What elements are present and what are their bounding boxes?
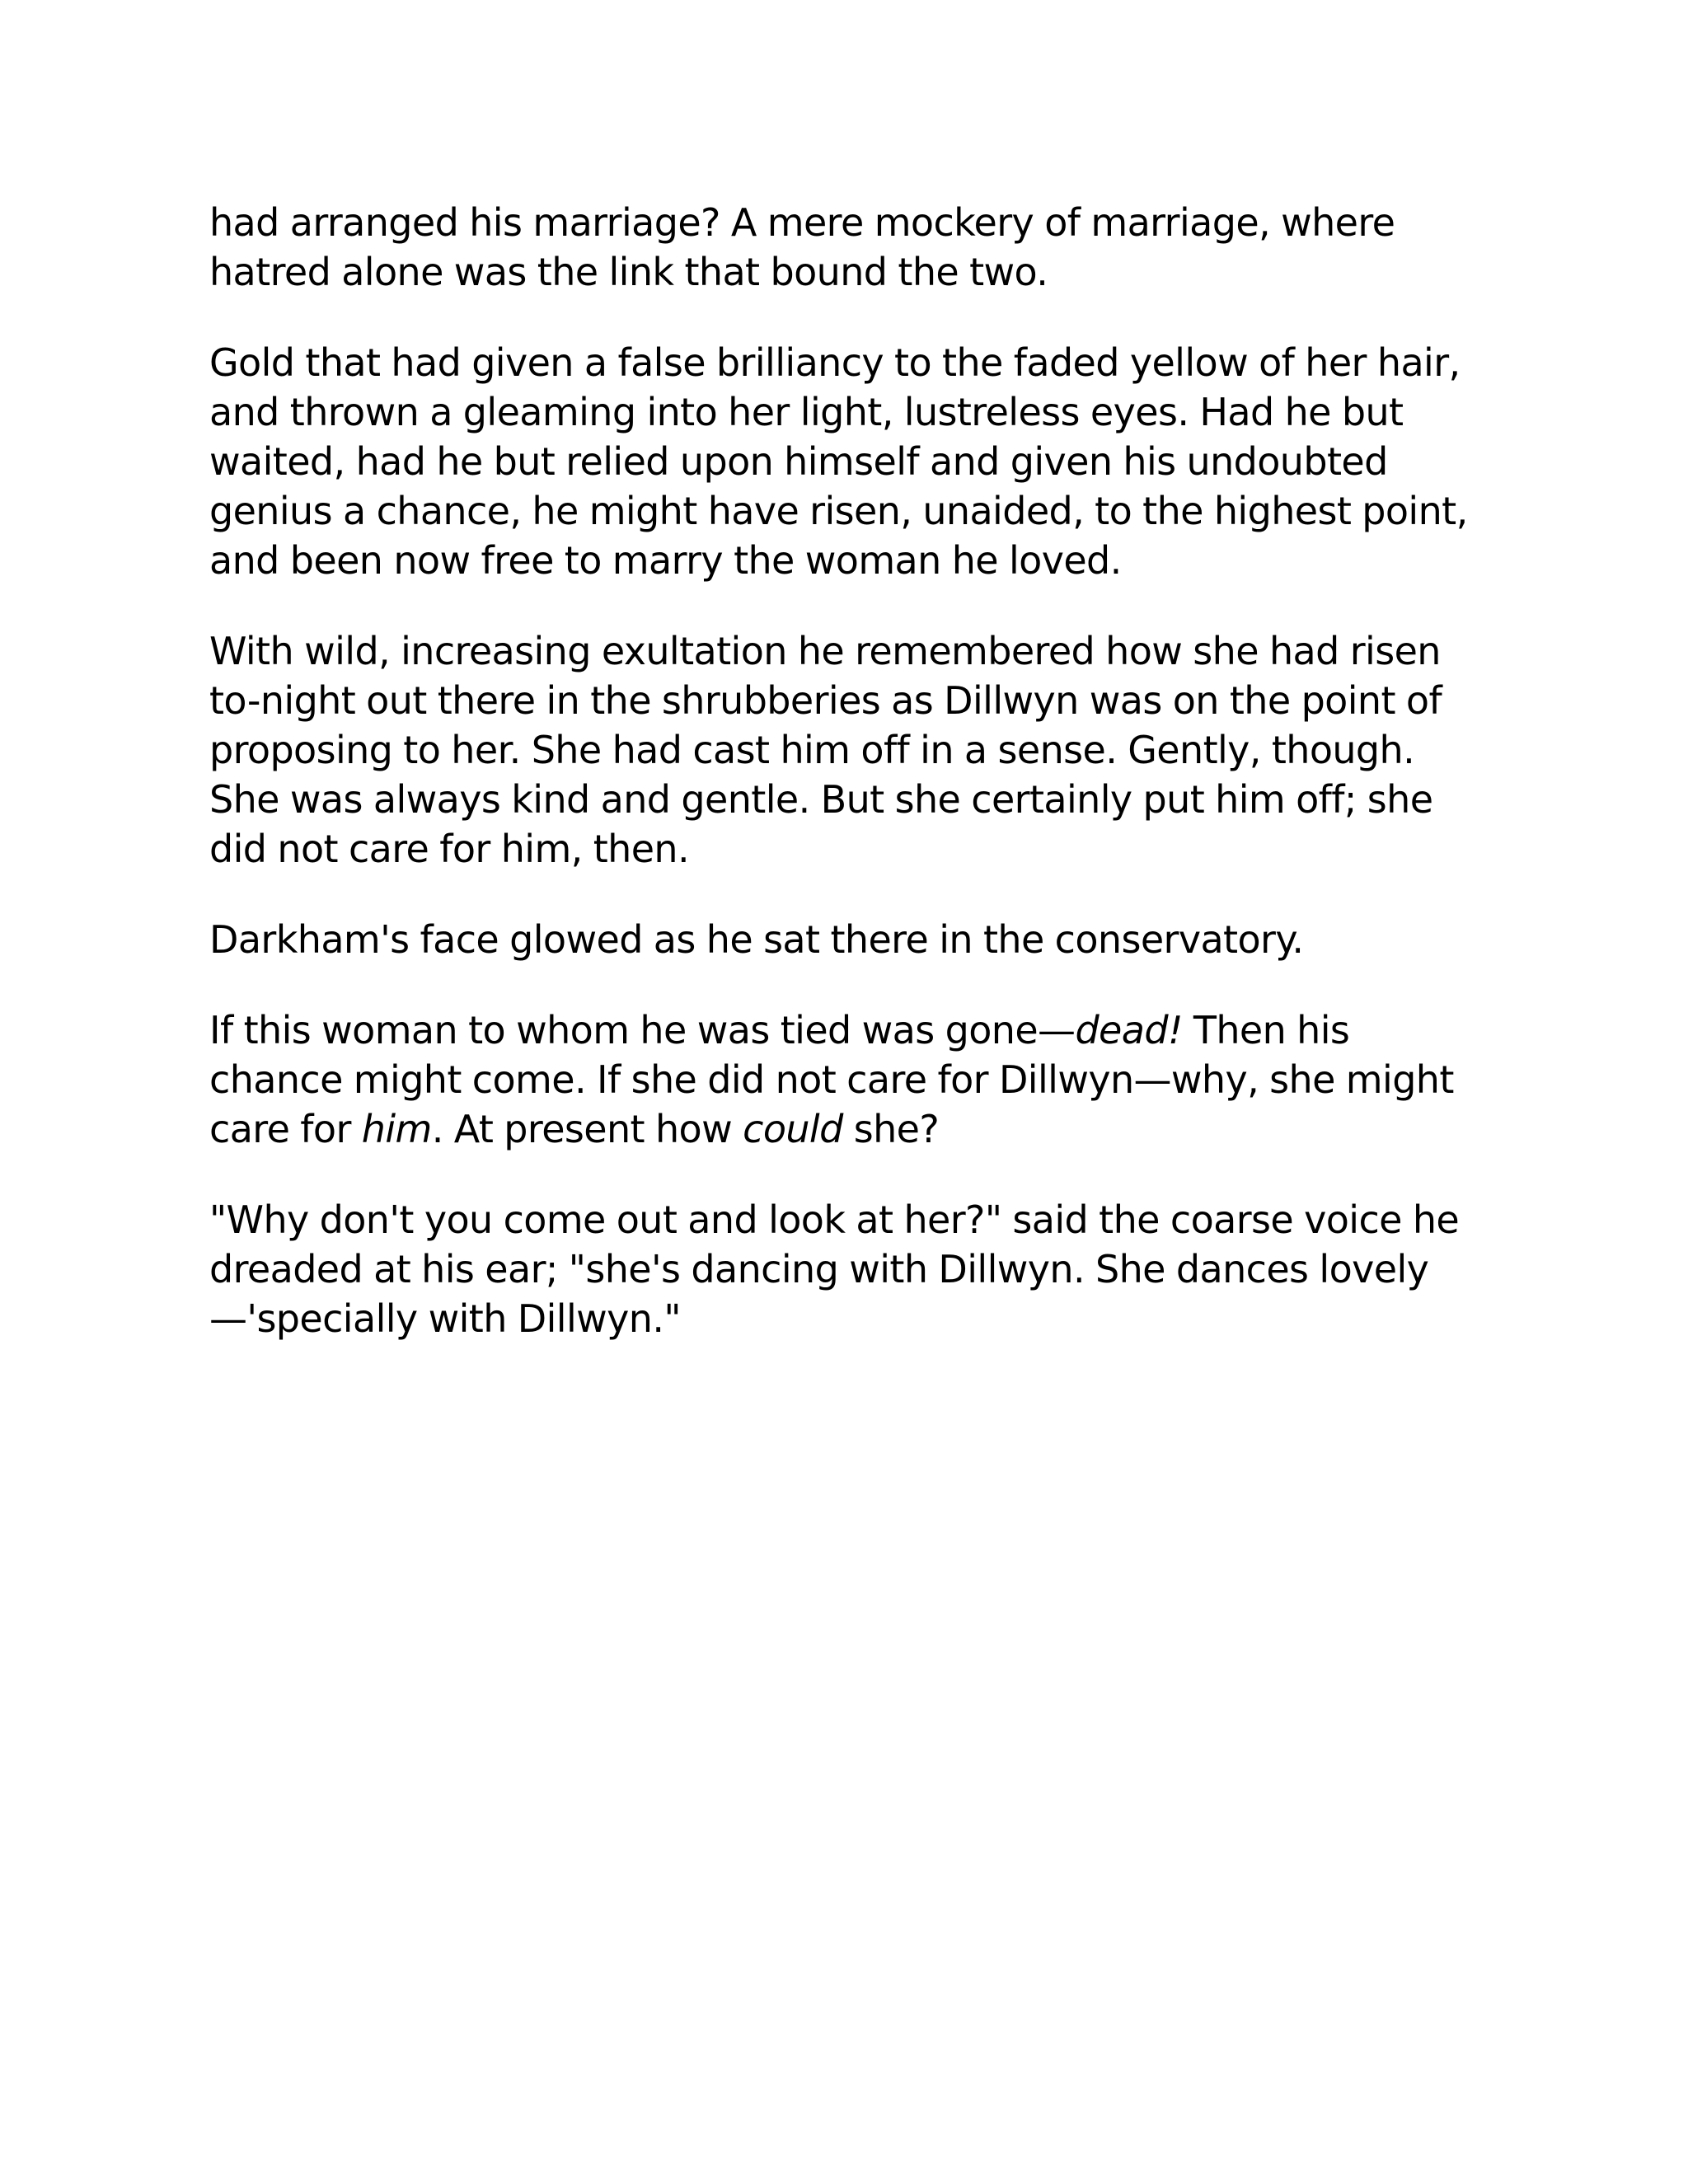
text-line: to-night out there in the shrubberies as Dillwyn was on the point of: [209, 678, 1442, 723]
emphasis-him: him: [361, 1107, 432, 1151]
text-line: care for him. At present how could she?: [209, 1107, 940, 1151]
emphasis-dead: dead!: [1075, 1008, 1183, 1052]
text-line: She was always kind and gentle. But she certainly put him off; she: [209, 777, 1433, 822]
text-line: proposing to her. She had cast him off in a sense. Gently, though.: [209, 728, 1415, 772]
paragraph-6: [209, 1195, 1495, 1343]
emphasis-could: could: [743, 1107, 843, 1151]
text-line: hatred alone was the link that bound the two.: [209, 250, 1048, 294]
text-line: and been now free to marry the woman he loved.: [209, 538, 1122, 583]
text-line: waited, had he but relied upon himself and given his undoubted: [209, 439, 1388, 484]
text-line: chance might come. If she did not care for Dillwyn—why, she might: [209, 1057, 1454, 1102]
paragraph-4: [209, 915, 1495, 964]
text-line: With wild, increasing exultation he remembered how she had risen: [209, 629, 1441, 673]
text-line: Gold that had given a false brilliancy to the faded yellow of her hair,: [209, 340, 1461, 385]
text-line: and thrown a gleaming into her light, lustreless eyes. Had he but: [209, 390, 1404, 434]
text-line: "Why don't you come out and look at her?" said the coarse voice he: [209, 1197, 1460, 1242]
text-line: Darkham's face glowed as he sat there in the conservatory.: [209, 917, 1304, 962]
text-line: genius a chance, he might have risen, unaided, to the highest point,: [209, 489, 1468, 533]
paragraph-2: [209, 338, 1495, 585]
paragraph-5: [209, 1005, 1495, 1154]
paragraph-1: [209, 198, 1495, 297]
text-line: dreaded at his ear; "she's dancing with Dillwyn. She dances lovely: [209, 1247, 1429, 1291]
body-text: [209, 198, 1495, 1385]
text-line: —'specially with Dillwyn.": [209, 1296, 681, 1341]
text-line: If this woman to whom he was tied was gone—dead! Then his: [209, 1008, 1350, 1052]
text-line: did not care for him, then.: [209, 827, 689, 871]
text-line: had arranged his marriage? A mere mockery of marriage, where: [209, 200, 1395, 245]
paragraph-3: [209, 626, 1495, 874]
